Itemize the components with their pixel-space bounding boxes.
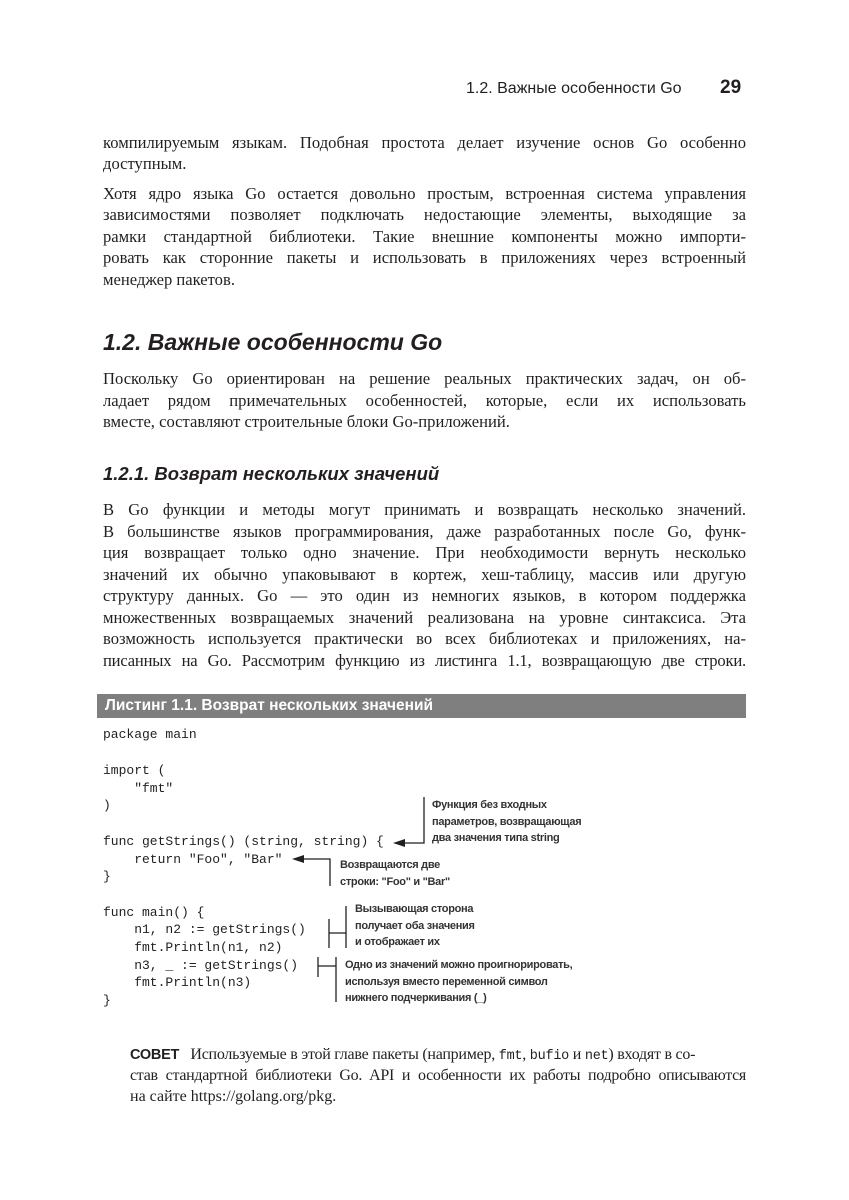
tip-text: ) входят в со- — [608, 1046, 696, 1063]
code-line: n1, n2 := getStrings() — [103, 922, 306, 937]
para2-line: ровать как сторонние пакеты и использовать в приложениях через встроенный — [103, 248, 746, 267]
annotation-line: Возвращаются две — [340, 859, 440, 871]
annotation-line: Вызывающая сторона — [355, 903, 474, 915]
para1-line: доступным. — [103, 154, 187, 173]
para4-line: значений их обычно упаковывают в кортеж, хеш-таблицу, массив или другую — [103, 565, 746, 584]
code-line: ) — [103, 798, 111, 813]
code-line: fmt.Println(n1, n2) — [103, 940, 283, 955]
annotation-line: и отображает их — [355, 936, 440, 948]
section-heading: 1.2. Важные особенности Go — [103, 329, 443, 355]
tip-line — [130, 1045, 746, 1067]
listing-title: Листинг 1.1. Возврат нескольких значений — [105, 697, 434, 714]
para4-line: писанных на Go. Рассмотрим функцию из листинга 1.1, возвращающую две строки. — [103, 651, 746, 670]
code-line: return "Foo", "Bar" — [103, 852, 283, 867]
para4-line: возможность используется практически во всех библиотеках и приложениях, на- — [103, 629, 746, 648]
running-title: 1.2. Важные особенности Go — [466, 80, 682, 97]
para2-line: Хотя ядро языка Go остается довольно простым, встроенная система управления — [103, 184, 746, 203]
tip-line: став стандартной библиотеки Go. API и особенности их работы подробно описываются — [130, 1067, 746, 1084]
annotation-line: Одно из значений можно проигнорировать, — [345, 959, 573, 971]
para4-line: структуру данных. Go — это один из немногих языков, в котором поддержка — [103, 586, 746, 605]
code-line: fmt.Println(n3) — [103, 975, 252, 990]
code-line: func main() { — [103, 905, 205, 920]
tip-text: , — [522, 1046, 530, 1063]
subsection-heading: 1.2.1. Возврат нескольких значений — [103, 463, 440, 484]
tip-text: Используемые в этой главе пакеты (например, — [190, 1046, 499, 1063]
tip-label: СОВЕТ — [130, 1047, 180, 1063]
tip-text: и — [569, 1046, 585, 1063]
code-net: net — [584, 1049, 609, 1064]
annotation-line: Функция без входных — [432, 799, 547, 811]
page-number: 29 — [720, 77, 742, 98]
annotation-4 — [345, 957, 572, 1007]
arrowhead-1 — [393, 839, 405, 847]
code-line: n3, _ := getStrings() — [103, 958, 299, 973]
code-line: func getStrings() (string, string) { — [103, 834, 384, 849]
annotation-line: получает оба значения — [355, 919, 475, 932]
annotation-line: нижнего подчеркивания (_) — [345, 992, 487, 1004]
code-line: "fmt" — [103, 781, 174, 796]
tip-line: на сайте https://golang.org/pkg. — [130, 1088, 337, 1105]
para4-line: В Go функции и методы могут принимать и возвращать несколько значений. — [103, 500, 746, 519]
code-fmt: fmt — [498, 1049, 523, 1064]
code-line: } — [103, 993, 111, 1008]
annotation-line: два значения типа string — [432, 832, 560, 844]
annotation-1 — [432, 797, 581, 847]
para1-line: компилируемым языкам. Подобная простота делает изучение основ Go особенно — [103, 133, 746, 152]
annotation-3 — [355, 901, 475, 951]
para2-line: менеджер пакетов. — [103, 270, 235, 289]
arrowhead-2 — [292, 855, 304, 863]
code-line: package main — [103, 727, 197, 742]
annotation-line: строки: "Foo" и "Bar" — [340, 875, 450, 888]
para3-line: вместе, составляют строительные блоки Go-приложений. — [103, 412, 510, 431]
para3-line: Поскольку Go ориентирован на решение реальных практических задач, он об- — [103, 369, 746, 388]
annotation-2 — [340, 857, 450, 890]
para2-line: рамки стандартной библиотеки. Такие внешние компоненты можно импорти- — [103, 227, 746, 246]
annotation-line: используя вместо переменной символ — [345, 975, 548, 988]
para4-line: множественных возвращаемых значений реализована на уровне синтаксиса. Эта — [103, 608, 746, 627]
code-line: } — [103, 869, 111, 884]
para2-line: зависимостями позволяет подключать недостающие элементы, выходящие за — [103, 205, 746, 224]
para3-line: ладает рядом примечательных особенностей, которые, если их использовать — [103, 391, 746, 410]
para4-line: ция возвращает только одно значение. При необходимости вернуть несколько — [103, 543, 746, 562]
code-bufio: bufio — [529, 1049, 570, 1064]
annotation-line: параметров, возвращающая — [432, 815, 582, 828]
code-line: import ( — [103, 763, 166, 778]
para4-line: В большинстве языков программирования, даже разработанных после Go, функ- — [103, 522, 746, 541]
